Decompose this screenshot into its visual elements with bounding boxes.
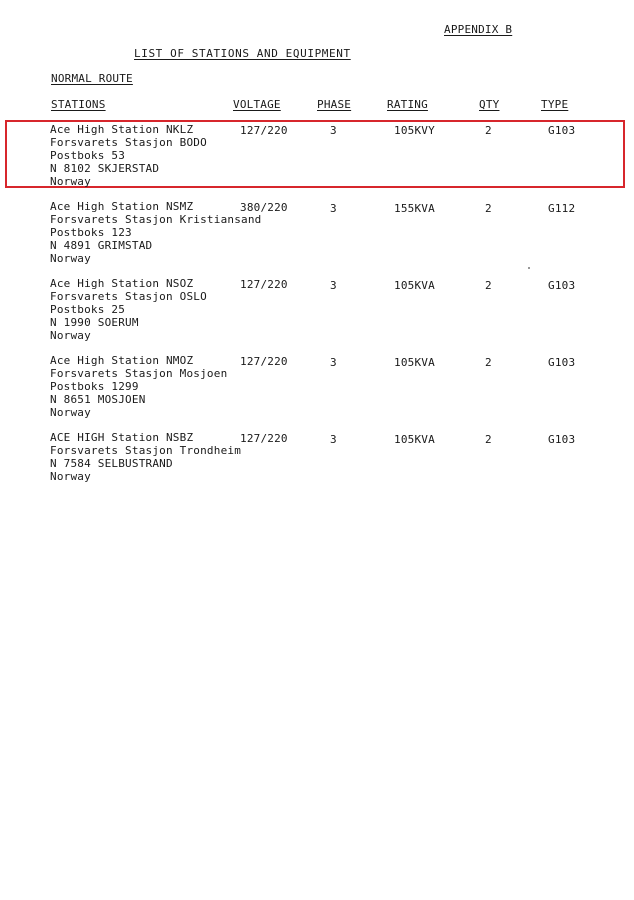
address-line: Ace High Station NSMZ [50, 200, 194, 213]
address-line: Postboks 25 [50, 302, 126, 316]
rating-cell: 155KVA [394, 202, 435, 215]
address-line: Forsvarets Stasjon OSLO [50, 289, 207, 303]
station-address [50, 124, 207, 189]
address-line: Postboks 123 [50, 225, 132, 239]
address-line: Ace High Station NSOZ [50, 277, 194, 290]
address-line: N 8102 SKJERSTAD [50, 161, 160, 175]
phase-cell: 3 [330, 124, 337, 137]
address-line: N 8651 MOSJOEN [50, 392, 146, 406]
qty-cell: 2 [485, 279, 492, 292]
address-line: Forsvarets Stasjon Kristiansand [50, 212, 262, 226]
address-line: ACE HIGH Station NSBZ [50, 431, 194, 444]
address-line: Norway [50, 251, 91, 265]
section-heading: NORMAL ROUTE [51, 72, 133, 85]
rating-cell: 105KVA [394, 279, 435, 292]
voltage-cell: 127/220 [240, 355, 288, 368]
voltage-cell: 127/220 [240, 278, 288, 291]
station-address [50, 201, 262, 266]
address-line: Norway [50, 174, 91, 188]
column-header-qty: QTY [479, 98, 500, 111]
voltage-cell: 127/220 [240, 124, 288, 137]
address-line: Norway [50, 405, 91, 419]
type-cell: G103 [548, 124, 576, 137]
column-header-stations: STATIONS [51, 98, 106, 111]
address-line: Norway [50, 328, 91, 342]
column-header-phase: PHASE [317, 98, 352, 111]
address-line: Forsvarets Stasjon Trondheim [50, 443, 242, 457]
type-cell: G103 [548, 433, 576, 446]
page-title: LIST OF STATIONS AND EQUIPMENT [134, 47, 351, 60]
phase-cell: 3 [330, 433, 337, 446]
address-line: Forsvarets Stasjon Mosjoen [50, 366, 228, 380]
qty-cell: 2 [485, 124, 492, 137]
phase-cell: 3 [330, 202, 337, 215]
phase-cell: 3 [330, 279, 337, 292]
station-address [50, 355, 227, 420]
appendix-label: APPENDIX B [444, 23, 513, 36]
type-cell: G103 [548, 279, 576, 292]
address-line: Postboks 1299 [50, 379, 139, 393]
voltage-cell: 380/220 [240, 201, 288, 214]
address-line: Postboks 53 [50, 148, 126, 162]
qty-cell: 2 [485, 433, 492, 446]
scan-speck [528, 267, 530, 269]
column-header-rating: RATING [387, 98, 428, 111]
type-cell: G103 [548, 356, 576, 369]
address-line: N 1990 SOERUM [50, 315, 139, 329]
address-line: Forsvarets Stasjon BODO [50, 135, 207, 149]
address-line: N 4891 GRIMSTAD [50, 238, 153, 252]
station-address [50, 432, 241, 484]
address-line: N 7584 SELBUSTRAND [50, 456, 173, 470]
column-header-voltage: VOLTAGE [233, 98, 281, 111]
rating-cell: 105KVY [394, 124, 435, 137]
phase-cell: 3 [330, 356, 337, 369]
qty-cell: 2 [485, 202, 492, 215]
rating-cell: 105KVA [394, 433, 435, 446]
rating-cell: 105KVA [394, 356, 435, 369]
address-line: Ace High Station NKLZ [50, 123, 194, 136]
address-line: Ace High Station NMOZ [50, 354, 194, 367]
address-line: Norway [50, 469, 91, 483]
voltage-cell: 127/220 [240, 432, 288, 445]
qty-cell: 2 [485, 356, 492, 369]
column-header-type: TYPE [541, 98, 569, 111]
station-address [50, 278, 207, 343]
type-cell: G112 [548, 202, 576, 215]
